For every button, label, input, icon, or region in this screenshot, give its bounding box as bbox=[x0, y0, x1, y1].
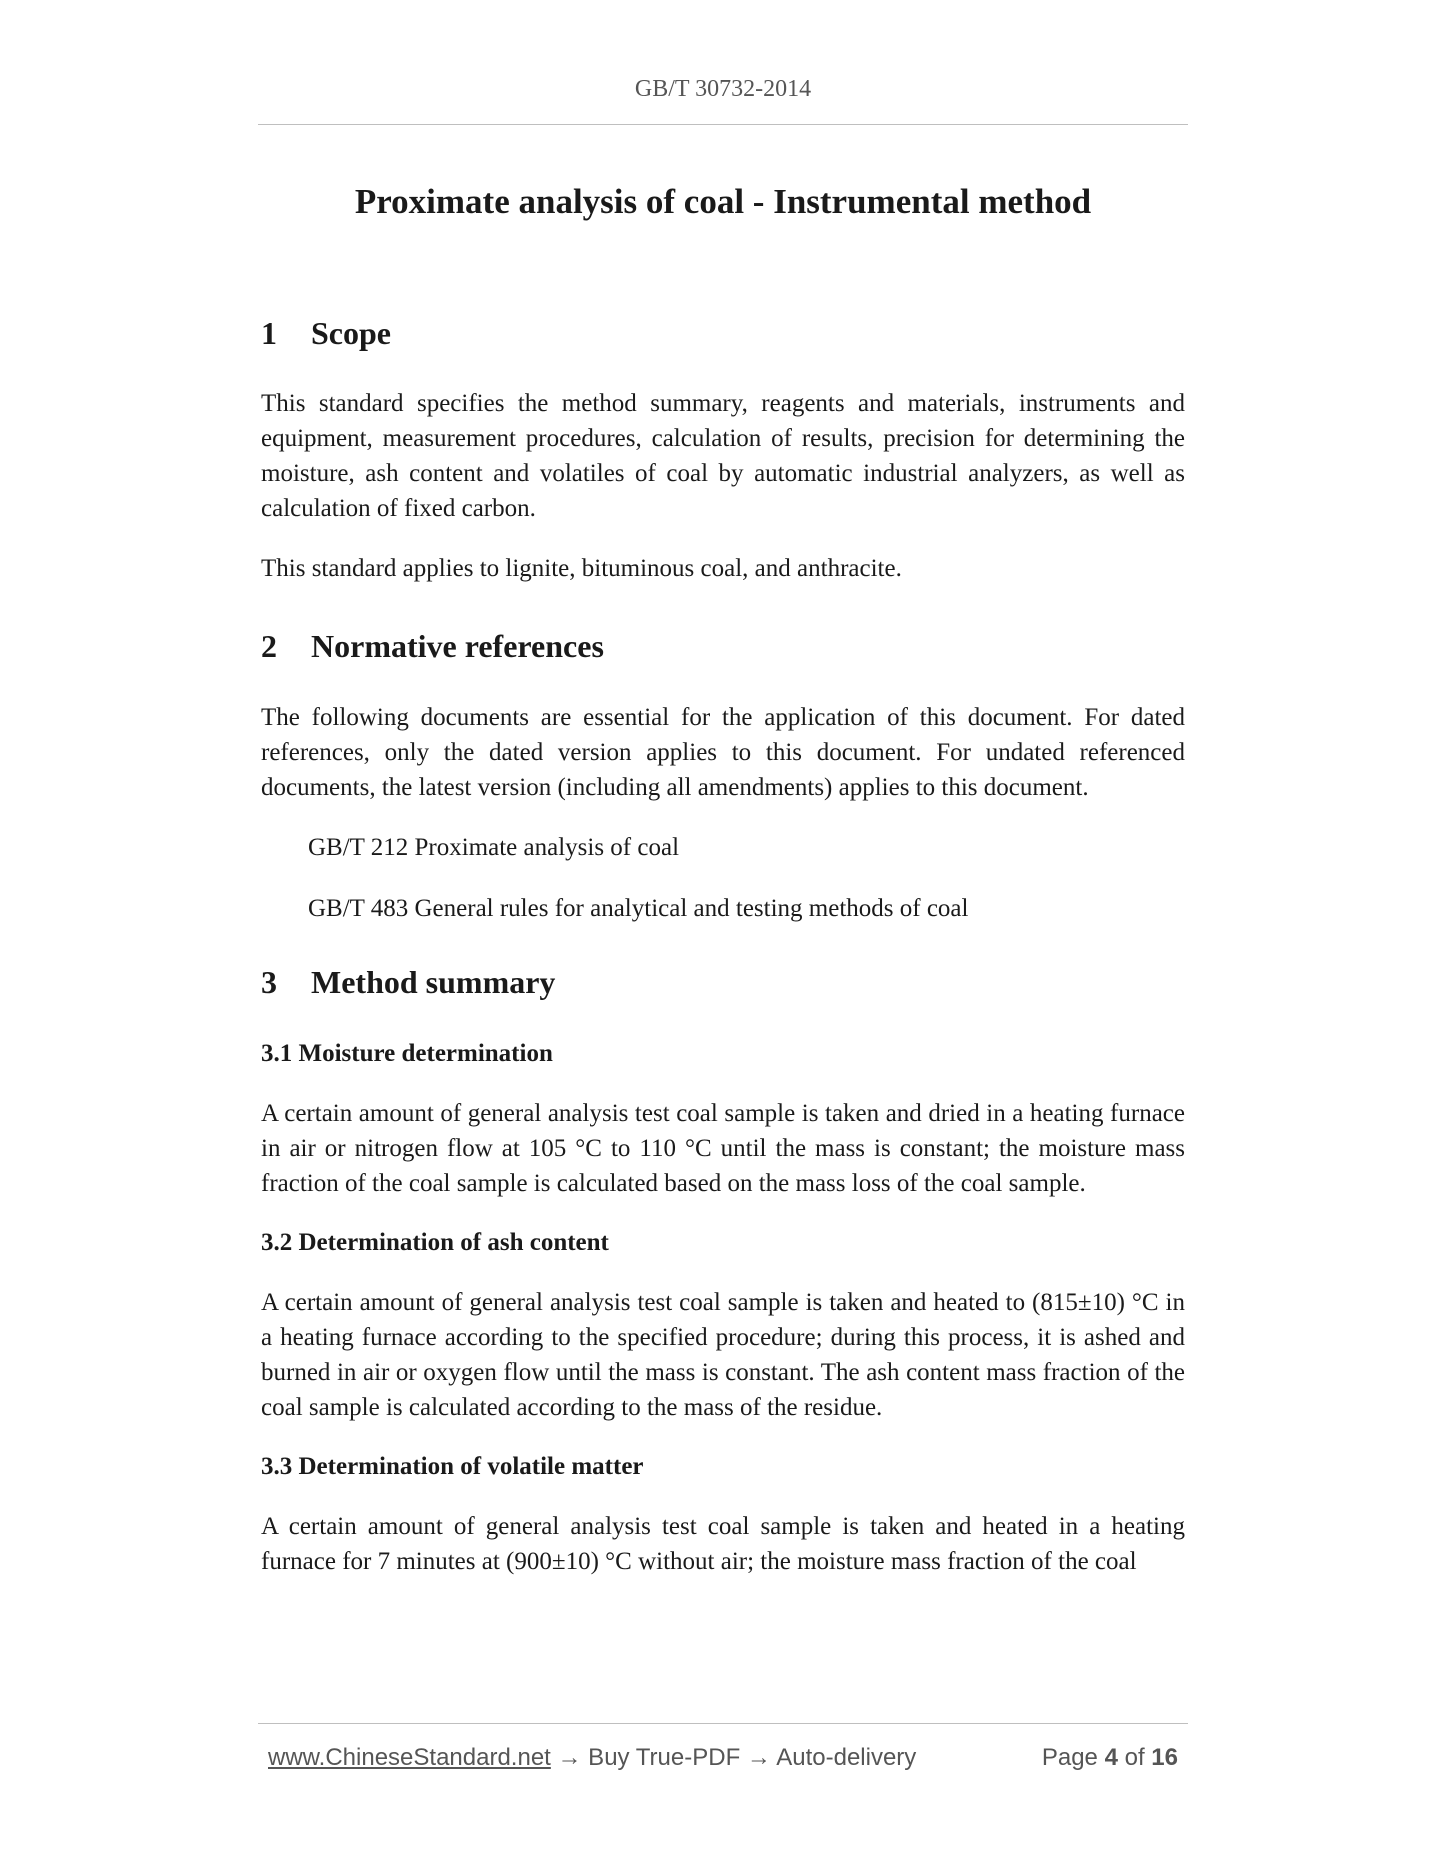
moisture-paragraph: A certain amount of general analysis test coal sample is taken and dried in a heating furnace in air or nitrogen flow at 105 °C to 110 °C until the mass is constant; the moisture mass fraction of the coal sample is calculated based on the mass loss of the coal sample. bbox=[261, 1100, 1185, 1197]
subsection-3-1-heading: 3.1 Moisture determination bbox=[261, 1040, 553, 1067]
page-of-label: of bbox=[1124, 1744, 1145, 1771]
promo-text: → Buy True-PDF → Auto-delivery bbox=[557, 1744, 917, 1771]
section-title: Normative references bbox=[311, 628, 604, 664]
page-current: 4 bbox=[1104, 1744, 1118, 1771]
section-number: 1 bbox=[261, 315, 277, 351]
references-paragraph: The following documents are essential for the application of this document. For dated references, only the dated version applies to this document. For undated referenced documents, the latest version (including all amendments) applies to this document. bbox=[261, 704, 1185, 801]
page-total: 16 bbox=[1151, 1744, 1178, 1771]
header-divider bbox=[258, 124, 1188, 125]
section-title: Scope bbox=[311, 315, 391, 351]
running-header: GB/T 30732-2014 bbox=[634, 76, 812, 102]
section-1-heading bbox=[261, 313, 1185, 353]
reference-item: GB/T 212 Proximate analysis of coal bbox=[308, 834, 680, 861]
subsection-3-2-heading: 3.2 Determination of ash content bbox=[261, 1229, 609, 1256]
section-number: 3 bbox=[261, 964, 277, 1000]
scope-paragraph-2: This standard applies to lignite, bituminous coal, and anthracite. bbox=[261, 555, 902, 582]
ash-paragraph: A certain amount of general analysis test coal sample is taken and heated to (815±10) °C in a heating furnace according to the specified procedure; during this process, it is ashed and burned in air or oxygen flow until the mass is constant. The ash content mass fraction of the coal sample is calculated according to the mass of the residue. bbox=[261, 1289, 1185, 1421]
section-2-heading bbox=[261, 626, 1185, 666]
page-label: Page bbox=[1041, 1744, 1098, 1771]
reference-item: GB/T 483 General rules for analytical and testing methods of coal bbox=[308, 895, 969, 922]
volatile-paragraph: A certain amount of general analysis test coal sample is taken and heated in a heating furnace for 7 minutes at (900±10) °C without air; the moisture mass fraction of the coal bbox=[261, 1513, 1185, 1575]
site-link[interactable]: www.ChineseStandard.net bbox=[268, 1744, 551, 1771]
page-indicator bbox=[1042, 1744, 1178, 1772]
document-body bbox=[261, 150, 1185, 1579]
footer-divider bbox=[258, 1723, 1188, 1724]
footer-promo bbox=[268, 1744, 916, 1772]
section-3-heading bbox=[261, 962, 1185, 1002]
section-number: 2 bbox=[261, 628, 277, 664]
subsection-3-3-heading: 3.3 Determination of volatile matter bbox=[261, 1453, 644, 1480]
document-title: Proximate analysis of coal - Instrumental method bbox=[354, 182, 1092, 221]
section-title: Method summary bbox=[311, 964, 556, 1000]
scope-paragraph-1: This standard specifies the method summary, reagents and materials, instruments and equipment, measurement procedures, calculation of results, precision for determining the moisture, ash content and volatiles of coal by automatic industrial analyzers, as well as calculation of fixed carbon. bbox=[261, 390, 1185, 522]
